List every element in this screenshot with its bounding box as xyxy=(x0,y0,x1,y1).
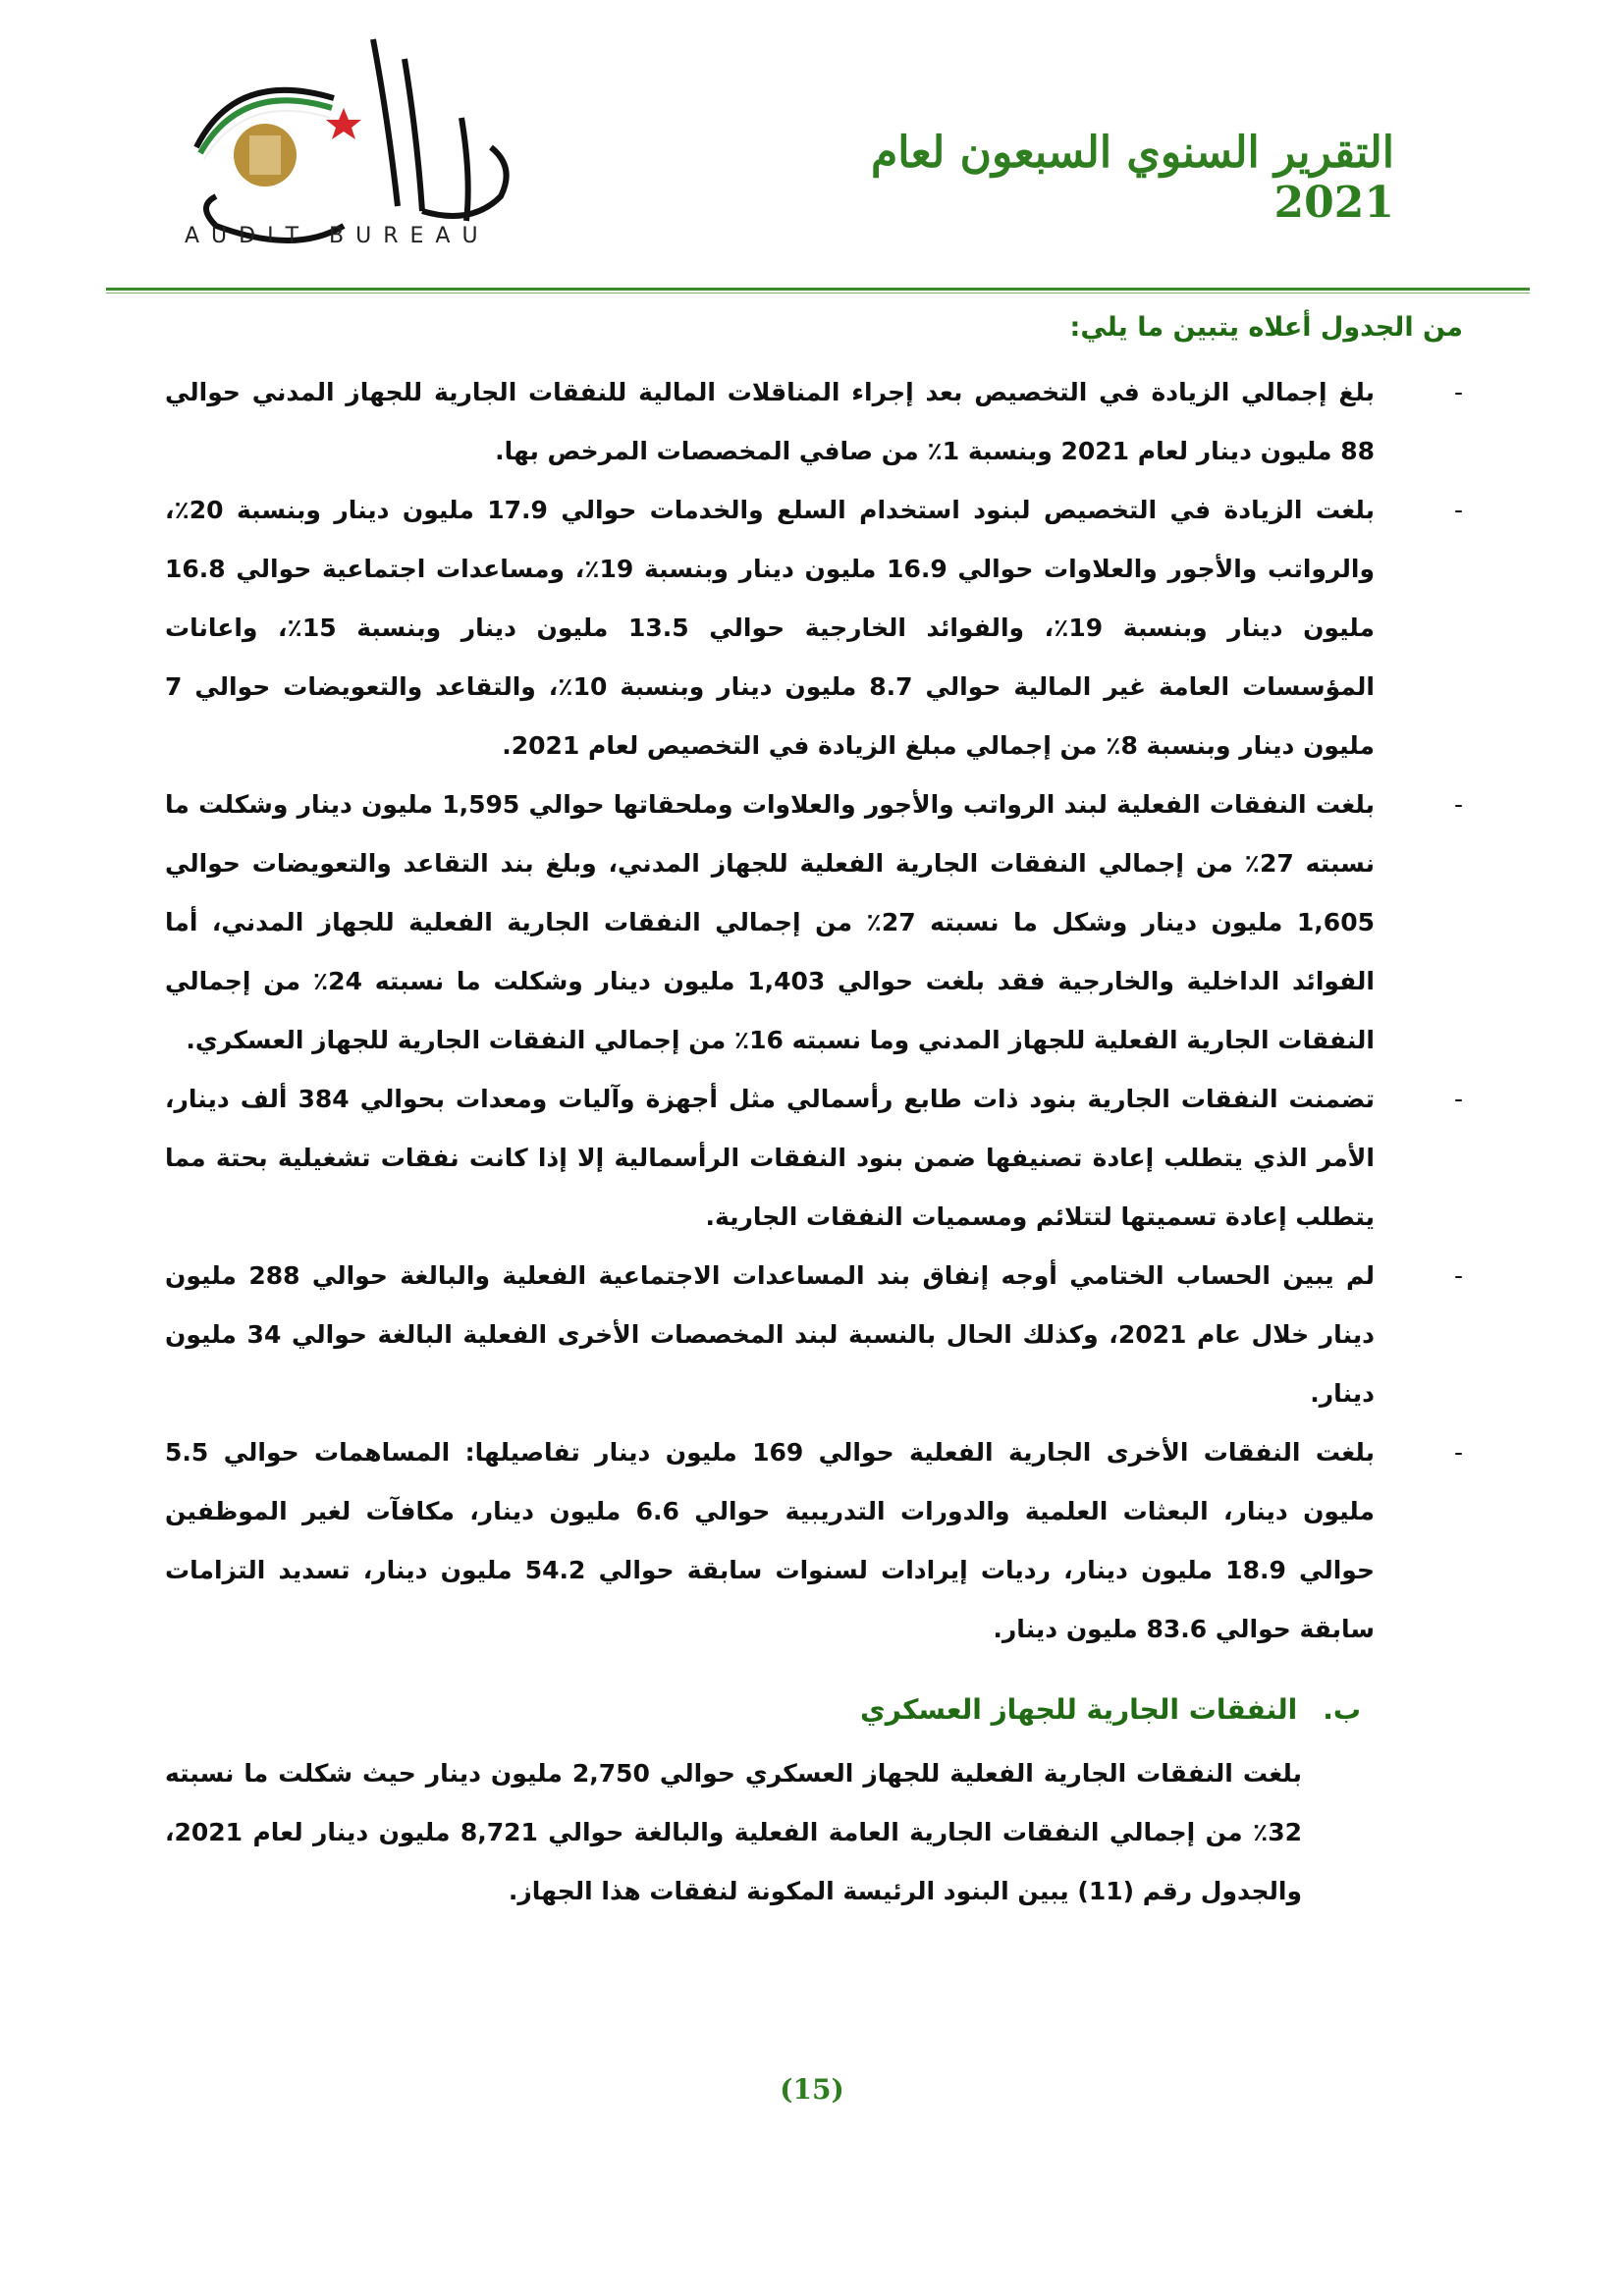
list-item: - بلغت الزيادة في التخصيص لبنود استخدام السلع والخدمات حوالي 17.9 مليون دينار وبنسبة 20٪، والرواتب والأجور والعلاوات حوالي 16.9 مليون دينار وبنسبة 19٪، ومساعدات اجتماعية حوالي 16.8 مليون دينار وبنسبة 19٪، والفوائد الخارجية حوالي 13.5 مليون دينار وبنسبة 15٪، واعانات المؤسسات العامة غير المالية حوالي 8.7 مليون دينار وبنسبة 10٪، والتقاعد والتعويضات حوالي 7 مليون دينار وبنسبة 8٪ من إجمالي مبلغ الزيادة في التخصيص لعام 2021. xyxy=(165,496,1463,760)
section-heading xyxy=(860,1693,1361,1726)
header-divider xyxy=(106,288,1530,291)
section-paragraph: بلغت النفقات الجارية الفعلية للجهاز العسكري حوالي 2,750 مليون دينار حيث شكلت ما نسبته 32٪ من إجمالي النفقات الجارية العامة الفعلية والبالغة حوالي 8,721 مليون دينار لعام 2021، والجدول رقم (11) يبين البنود الرئيسة المكونة لنفقات هذا الجهاز. xyxy=(165,1759,1303,1905)
findings-list xyxy=(165,363,1463,1659)
list-item: - تضمنت النفقات الجارية بنود ذات طابع رأسمالي مثل أجهزة وآليات ومعدات بحوالي 384 ألف دينار، الأمر الذي يتطلب إعادة تصنيفها ضمن بنود النفقات الرأسمالية إلا إذا كانت نفقات تشغيلية بحتة مما يتطلب إعادة تسميتها لتتلائم ومسميات النفقات الجارية. xyxy=(165,1085,1463,1231)
list-item: - بلغت النفقات الأخرى الجارية الفعلية حوالي 169 مليون دينار تفاصيلها: المساهمات حوالي 5.5 مليون دينار، البعثات العلمية والدورات التدريبية حوالي 6.6 مليون دينار، مكافآت لغير الموظفين حوالي 18.9 مليون دينار، رديات إيرادات لسنوات سابقة حوالي 54.2 مليون دينار، تسديد التزامات سابقة حوالي 83.6 مليون دينار. xyxy=(165,1438,1463,1643)
list-item: - بلغت النفقات الفعلية لبند الرواتب والأجور والعلاوات وملحقاتها حوالي 1,595 مليون دينار وشكلت ما نسبته 27٪ من إجمالي النفقات الجارية الفعلية للجهاز المدني، وبلغ بند التقاعد والتعويضات حوالي 1,605 مليون دينار وشكل ما نسبته 27٪ من إجمالي النفقات الجارية الفعلية للجهاز المدني، أما الفوائد الداخلية والخارجية فقد بلغت حوالي 1,403 مليون دينار وشكلت ما نسبته 24٪ من إجمالي النفقات الجارية الفعلية للجهاز المدني وما نسبته 16٪ من إجمالي النفقات الجارية للجهاز العسكري. xyxy=(165,790,1463,1054)
section-letter: ب. xyxy=(1323,1693,1361,1726)
list-item-text: بلغت النفقات الفعلية لبند الرواتب والأجور والعلاوات وملحقاتها حوالي 1,595 مليون دينار وشكلت ما نسبته 27٪ من إجمالي النفقات الجارية الفعلية للجهاز المدني، وبلغ بند التقاعد والتعويضات حوالي 1,605 مليون دينار وشكل ما نسبته 27٪ من إجمالي النفقات الجارية الفعلية للجهاز المدني، أما الفوائد الداخلية والخارجية فقد بلغت حوالي 1,403 مليون دينار وشكلت ما نسبته 24٪ من إجمالي النفقات الجارية الفعلية للجهاز المدني وما نسبته 16٪ من إجمالي النفقات الجارية للجهاز العسكري. xyxy=(165,790,1376,1054)
list-item-text: بلغت الزيادة في التخصيص لبنود استخدام السلع والخدمات حوالي 17.9 مليون دينار وبنسبة 20٪، والرواتب والأجور والعلاوات حوالي 16.9 مليون دينار وبنسبة 19٪، ومساعدات اجتماعية حوالي 16.8 مليون دينار وبنسبة 19٪، والفوائد الخارجية حوالي 13.5 مليون دينار وبنسبة 15٪، واعانات المؤسسات العامة غير المالية حوالي 8.7 مليون دينار وبنسبة 10٪، والتقاعد والتعويضات حوالي 7 مليون دينار وبنسبة 8٪ من إجمالي مبلغ الزيادة في التخصيص لعام 2021. xyxy=(165,496,1375,760)
list-item-text: بلغت النفقات الأخرى الجارية الفعلية حوالي 169 مليون دينار تفاصيلها: المساهمات حوالي 5.5 مليون دينار، البعثات العلمية والدورات التدريبية حوالي 6.6 مليون دينار، مكافآت لغير الموظفين حوالي 18.9 مليون دينار، رديات إيرادات لسنوات سابقة حوالي 54.2 مليون دينار، تسديد التزامات سابقة حوالي 83.6 مليون دينار. xyxy=(165,1438,1375,1643)
report-title: التقرير السنوي السبعون لعام 2021 xyxy=(871,128,1394,228)
list-item: - بلغ إجمالي الزيادة في التخصيص بعد إجراء المناقلات المالية للنفقات الجارية للجهاز المدني حوالي 88 مليون دينار لعام 2021 وبنسبة 1٪ من صافي المخصصات المرخص بها. xyxy=(165,378,1463,465)
list-item: - لم يبين الحساب الختامي أوجه إنفاق بند المساعدات الاجتماعية الفعلية والبالغة حوالي 288 مليون دينار خلال عام 2021، وكذلك الحال بالنسبة لبند المخصصات الأخرى الفعلية البالغة حوالي 34 مليون دينار. xyxy=(165,1261,1463,1408)
list-item-text: لم يبين الحساب الختامي أوجه إنفاق بند المساعدات الاجتماعية الفعلية والبالغة حوالي 288 مليون دينار خلال عام 2021، وكذلك الحال بالنسبة لبند المخصصات الأخرى الفعلية البالغة حوالي 34 مليون دينار. xyxy=(165,1261,1375,1408)
list-item-text: تضمنت النفقات الجارية بنود ذات طابع رأسمالي مثل أجهزة وآليات ومعدات بحوالي 384 ألف دينار، الأمر الذي يتطلب إعادة تصنيفها ضمن بنود النفقات الرأسمالية إلا إذا كانت نفقات تشغيلية بحتة مما يتطلب إعادة تسميتها لتتلائم ومسميات النفقات الجارية. xyxy=(165,1085,1375,1231)
lead-heading: من الجدول أعلاه يتبين ما يلي: xyxy=(1069,312,1463,343)
list-item-text: بلغ إجمالي الزيادة في التخصيص بعد إجراء المناقلات المالية للنفقات الجارية للجهاز المدني حوالي 88 مليون دينار لعام 2021 وبنسبة 1٪ من صافي المخصصات المرخص بها. xyxy=(165,378,1375,465)
header-divider-thin xyxy=(106,293,1530,294)
page-number: (15) xyxy=(780,2073,844,2106)
section-title: النفقات الجارية للجهاز العسكري xyxy=(860,1693,1298,1726)
logo-english-text: AUDIT BUREAU xyxy=(185,224,490,248)
